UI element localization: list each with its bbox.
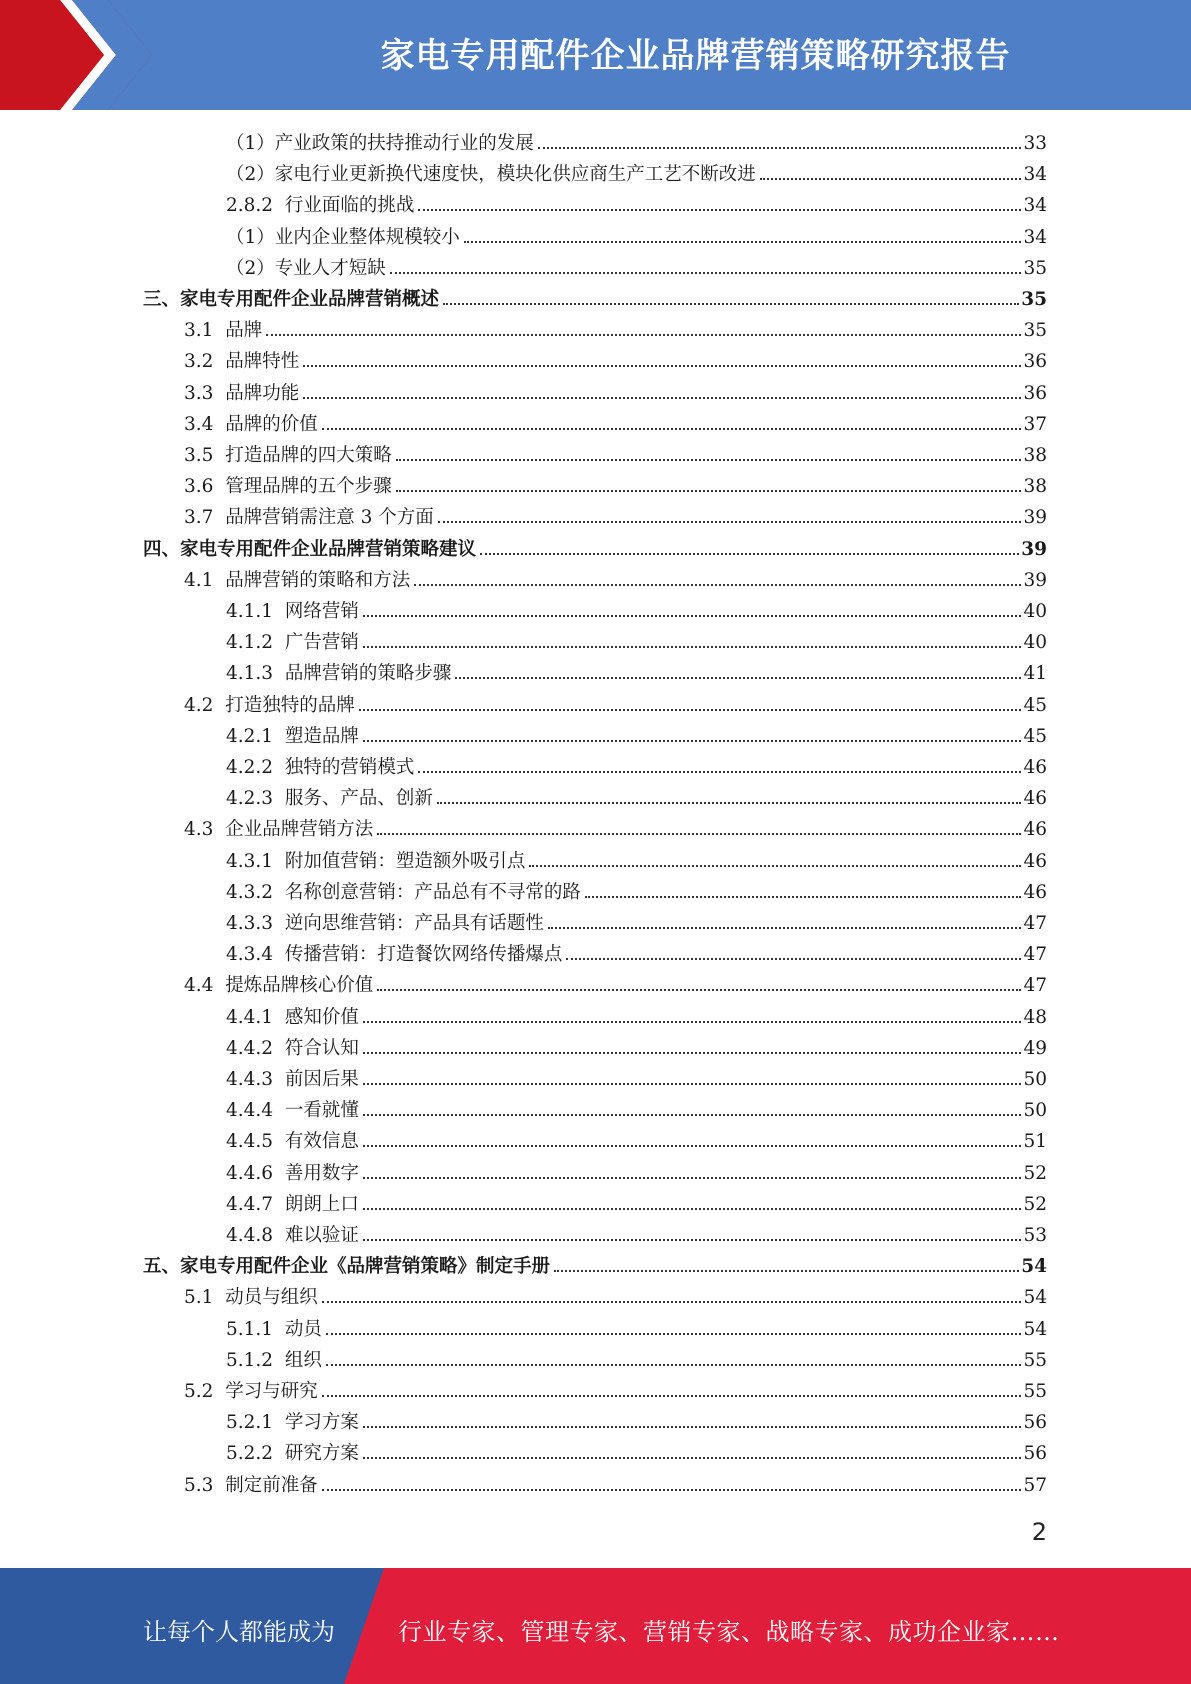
toc-dot-leader xyxy=(377,988,1021,991)
toc-entry[interactable] xyxy=(226,658,1047,689)
toc-dot-leader xyxy=(455,676,1021,679)
toc-dot-leader xyxy=(438,520,1022,523)
toc-entry[interactable] xyxy=(143,534,1047,565)
toc-entry[interactable] xyxy=(226,1064,1047,1095)
toc-dot-leader xyxy=(363,739,1022,742)
toc-entry-number: 4.4.1 xyxy=(226,1006,285,1028)
toc-entry-number: 4.3.3 xyxy=(226,913,285,934)
footer-slogan: 让每个人都能成为 xyxy=(143,1618,335,1646)
toc-entry-title: 品牌功能 xyxy=(225,382,300,404)
toc-entry-title: 业内企业整体规模较小 xyxy=(274,226,460,248)
toc-entry[interactable] xyxy=(184,1376,1047,1407)
toc-entry-number: 4.1 xyxy=(184,569,226,591)
toc-entry-title: 独特的营销模式 xyxy=(284,757,415,778)
toc-entry-page: 52 xyxy=(1023,1193,1047,1215)
toc-entry-title: 专业人才短缺 xyxy=(274,257,386,279)
toc-entry-page: 34 xyxy=(1023,164,1047,186)
toc-dot-leader xyxy=(326,1363,1022,1366)
toc-entry-number: 4.2.1 xyxy=(226,725,285,747)
toc-entry-title: 家电行业更新换代速度快，模块化供应商生产工艺不断改进 xyxy=(274,164,756,186)
toc-dot-leader xyxy=(303,364,1021,367)
toc-dot-leader xyxy=(322,1300,1022,1303)
toc-entry-number: （1） xyxy=(226,133,275,154)
toc-entry-number: 四、 xyxy=(143,538,181,560)
header-arrow-decoration xyxy=(0,0,170,110)
toc-entry[interactable] xyxy=(184,690,1047,721)
toc-entry[interactable] xyxy=(226,1314,1047,1345)
toc-entry[interactable] xyxy=(226,627,1047,658)
toc-entry-title: 传播营销：打造餐饮网络传播爆点 xyxy=(284,944,563,966)
toc-entry-page: 34 xyxy=(1023,195,1047,217)
toc-entry-number: 五、 xyxy=(143,1256,181,1278)
toc-entry-page: 50 xyxy=(1023,1100,1047,1122)
toc-entry-page: 35 xyxy=(1023,257,1047,279)
toc-entry[interactable] xyxy=(226,128,1047,159)
toc-entry-title: 品牌的价值 xyxy=(225,413,318,435)
toc-entry-page: 53 xyxy=(1023,1225,1047,1246)
toc-entry-page: 39 xyxy=(1023,569,1047,591)
page-number: 2 xyxy=(1031,1518,1047,1546)
toc-entry[interactable] xyxy=(226,1126,1047,1157)
toc-entry-page: 54 xyxy=(1023,1287,1047,1309)
toc-dot-leader xyxy=(548,926,1022,929)
toc-entry-title: 打造品牌的四大策略 xyxy=(225,445,392,466)
toc-entry-number: 3.7 xyxy=(184,507,226,529)
toc-entry-number: 4.2.3 xyxy=(226,788,285,810)
toc-entry-title: 广告营销 xyxy=(284,632,359,654)
toc-entry-title: 附加值营销：塑造额外吸引点 xyxy=(284,850,526,872)
toc-entry-page: 54 xyxy=(1021,1256,1047,1278)
toc-entry[interactable] xyxy=(226,253,1047,284)
toc-entry-number: 4.2 xyxy=(184,694,226,716)
toc-entry-page: 56 xyxy=(1023,1412,1047,1434)
toc-entry[interactable] xyxy=(184,346,1047,377)
toc-entry-title: 行业面临的挑战 xyxy=(284,195,415,217)
toc-entry-number: 3.3 xyxy=(184,382,226,404)
toc-entry-number: 4.2.2 xyxy=(226,757,285,778)
toc-entry[interactable] xyxy=(226,1189,1047,1220)
toc-entry-page: 40 xyxy=(1023,601,1047,622)
toc-entry[interactable] xyxy=(184,970,1047,1001)
toc-entry-page: 46 xyxy=(1023,850,1047,872)
toc-entry-title: 产业政策的扶持推动行业的发展 xyxy=(274,133,534,154)
toc-entry[interactable] xyxy=(184,409,1047,440)
toc-entry-page: 46 xyxy=(1023,881,1047,903)
toc-dot-leader xyxy=(554,1269,1019,1272)
toc-entry-number: 3.1 xyxy=(184,320,226,342)
toc-entry-title: 企业品牌营销方法 xyxy=(225,819,374,841)
toc-entry-title: 动员 xyxy=(284,1318,322,1340)
toc-dot-leader xyxy=(363,1082,1022,1085)
toc-entry-page: 45 xyxy=(1023,694,1047,716)
toc-entry-number: 3.6 xyxy=(184,476,226,498)
toc-entry-page: 36 xyxy=(1023,351,1047,373)
toc-entry-title: 前因后果 xyxy=(284,1069,359,1090)
toc-entry-page: 38 xyxy=(1023,476,1047,498)
toc-dot-leader xyxy=(443,302,1019,305)
toc-entry-number: 5.2.1 xyxy=(226,1412,285,1434)
toc-dot-leader xyxy=(390,271,1022,274)
toc-entry[interactable] xyxy=(184,471,1047,502)
toc-entry-title: 品牌营销的策略步骤 xyxy=(284,663,452,685)
toc-entry[interactable] xyxy=(226,877,1047,908)
toc-entry[interactable] xyxy=(143,284,1047,315)
toc-entry-page: 45 xyxy=(1023,725,1047,747)
toc-entry[interactable] xyxy=(143,1251,1047,1282)
toc-entry-title: 品牌营销需注意 3 个方面 xyxy=(225,507,434,529)
toc-entry-title: 品牌 xyxy=(225,320,263,342)
toc-dot-leader xyxy=(377,832,1021,835)
toc-entry-page: 57 xyxy=(1023,1474,1047,1496)
toc-entry-number: 3.5 xyxy=(184,445,226,466)
toc-entry-title: 有效信息 xyxy=(284,1131,359,1153)
toc-entry-title: 学习方案 xyxy=(284,1412,359,1434)
toc-entry-number: 5.1 xyxy=(184,1287,226,1309)
toc-dot-leader xyxy=(538,146,1022,149)
toc-entry-page: 38 xyxy=(1023,445,1047,466)
report-title: 家电专用配件企业品牌营销策略研究报告 xyxy=(380,36,1011,76)
toc-dot-leader xyxy=(363,1176,1022,1179)
report-header xyxy=(0,0,1191,110)
toc-entry[interactable] xyxy=(226,1095,1047,1126)
toc-entry-number: 3.4 xyxy=(184,413,226,435)
toc-entry-number: 4.4.2 xyxy=(226,1037,285,1059)
toc-entry-page: 37 xyxy=(1023,413,1047,435)
toc-dot-leader xyxy=(363,1051,1022,1054)
toc-dot-leader xyxy=(566,957,1021,960)
toc-entry-title: 感知价值 xyxy=(284,1006,359,1028)
toc-entry-number: 4.1.2 xyxy=(226,632,285,654)
toc-dot-leader xyxy=(266,333,1021,336)
toc-entry[interactable] xyxy=(226,190,1047,221)
toc-entry-page: 46 xyxy=(1023,757,1047,778)
toc-entry-page: 47 xyxy=(1023,944,1047,966)
toc-entry-page: 49 xyxy=(1023,1037,1047,1059)
toc-entry-number: 5.2 xyxy=(184,1381,226,1402)
toc-entry[interactable] xyxy=(226,939,1047,970)
toc-dot-leader xyxy=(529,864,1021,867)
toc-dot-leader xyxy=(326,1332,1022,1335)
toc-entry-page: 47 xyxy=(1023,975,1047,997)
toc-dot-leader xyxy=(322,1394,1022,1397)
toc-entry-title: 提炼品牌核心价值 xyxy=(225,975,374,997)
toc-dot-leader xyxy=(363,614,1022,617)
toc-entry-title: 服务、产品、创新 xyxy=(284,788,433,810)
toc-entry[interactable] xyxy=(226,908,1047,939)
toc-entry[interactable] xyxy=(184,378,1047,409)
toc-entry-number: 5.1.1 xyxy=(226,1318,285,1340)
toc-entry-title: 打造独特的品牌 xyxy=(225,694,355,716)
toc-entry-title: 逆向思维营销：产品具有话题性 xyxy=(284,913,544,934)
toc-dot-leader xyxy=(418,208,1021,211)
toc-entry-number: 3.2 xyxy=(184,351,226,373)
page-footer xyxy=(0,1568,1191,1684)
toc-entry-page: 35 xyxy=(1023,320,1047,342)
toc-dot-leader xyxy=(303,396,1021,399)
toc-entry-title: 善用数字 xyxy=(284,1162,359,1184)
toc-dot-leader xyxy=(464,240,1022,243)
toc-dot-leader xyxy=(363,1020,1022,1023)
toc-dot-leader xyxy=(363,1144,1022,1147)
toc-entry[interactable] xyxy=(226,159,1047,190)
toc-entry-page: 55 xyxy=(1023,1349,1047,1371)
toc-entry[interactable] xyxy=(226,1438,1047,1469)
toc-entry[interactable] xyxy=(226,1220,1047,1251)
toc-entry[interactable] xyxy=(226,721,1047,752)
toc-entry-number: 2.8.2 xyxy=(226,195,285,217)
toc-dot-leader xyxy=(359,708,1022,711)
toc-entry-title: 品牌营销的策略和方法 xyxy=(225,569,411,591)
toc-entry-title: 组织 xyxy=(284,1349,322,1371)
toc-entry[interactable] xyxy=(184,565,1047,596)
toc-entry[interactable] xyxy=(184,440,1047,471)
toc-entry-title: 动员与组织 xyxy=(225,1287,318,1309)
toc-entry-number: （2） xyxy=(226,257,275,279)
toc-entry-number: 4.3.1 xyxy=(226,850,285,872)
toc-entry-number: 4.4.4 xyxy=(226,1100,285,1122)
toc-entry-title: 家电专用配件企业品牌营销策略建议 xyxy=(180,538,477,560)
toc-entry-page: 55 xyxy=(1023,1381,1047,1402)
toc-entry[interactable] xyxy=(184,1282,1047,1313)
toc-entry-title: 一看就懂 xyxy=(284,1100,359,1122)
toc-dot-leader xyxy=(414,583,1021,586)
toc-entry-page: 47 xyxy=(1023,913,1047,934)
toc-entry-number: 4.3.4 xyxy=(226,944,285,966)
toc-entry-number: 4.1.3 xyxy=(226,663,285,685)
toc-entry[interactable] xyxy=(184,315,1047,346)
toc-dot-leader xyxy=(585,895,1022,898)
toc-entry-number: （2） xyxy=(226,164,275,186)
toc-entry[interactable] xyxy=(226,1407,1047,1438)
toc-entry-title: 难以验证 xyxy=(284,1225,359,1246)
toc-entry[interactable] xyxy=(226,783,1047,814)
toc-entry-number: 4.4.6 xyxy=(226,1162,285,1184)
toc-entry-page: 39 xyxy=(1023,507,1047,529)
toc-dot-leader xyxy=(363,1207,1022,1210)
toc-dot-leader xyxy=(418,770,1021,773)
toc-entry-number: 5.2.2 xyxy=(226,1443,285,1465)
toc-dot-leader xyxy=(322,1488,1022,1491)
toc-entry-number: 4.4.8 xyxy=(226,1225,285,1246)
toc-entry-page: 46 xyxy=(1023,788,1047,810)
toc-entry-page: 54 xyxy=(1023,1318,1047,1340)
toc-entry-title: 制定前准备 xyxy=(225,1474,318,1496)
toc-entry-page: 50 xyxy=(1023,1069,1047,1090)
toc-dot-leader xyxy=(363,1238,1022,1241)
toc-entry[interactable] xyxy=(226,1345,1047,1376)
toc-entry-title: 学习与研究 xyxy=(225,1381,318,1402)
toc-entry-number: 4.3 xyxy=(184,819,226,841)
toc-entry[interactable] xyxy=(184,502,1047,533)
toc-dot-leader xyxy=(322,427,1022,430)
toc-entry-number: 4.4 xyxy=(184,975,226,997)
toc-entry-page: 40 xyxy=(1023,632,1047,654)
toc-dot-leader xyxy=(480,552,1019,555)
toc-entry-title: 符合认知 xyxy=(284,1037,359,1059)
toc-entry-page: 39 xyxy=(1021,538,1047,560)
toc-entry-number: 4.4.7 xyxy=(226,1193,285,1215)
toc-entry[interactable] xyxy=(226,752,1047,783)
toc-entry-page: 41 xyxy=(1023,663,1047,685)
footer-tagline: 行业专家、管理专家、营销专家、战略专家、成功企业家…… xyxy=(398,1618,1060,1646)
toc-entry-number: 5.3 xyxy=(184,1474,226,1496)
toc-entry-page: 46 xyxy=(1023,819,1047,841)
toc-dot-leader xyxy=(363,645,1022,648)
toc-entry-title: 家电专用配件企业品牌营销概述 xyxy=(180,289,440,310)
toc-entry-title: 家电专用配件企业《品牌营销策略》制定手册 xyxy=(180,1256,551,1278)
toc-entry-page: 33 xyxy=(1023,133,1047,154)
toc-entry-number: 4.3.2 xyxy=(226,881,285,903)
toc-entry-page: 51 xyxy=(1023,1131,1047,1153)
toc-dot-leader xyxy=(396,489,1022,492)
toc-entry[interactable] xyxy=(226,1158,1047,1189)
toc-entry-page: 56 xyxy=(1023,1443,1047,1465)
toc-entry-title: 品牌特性 xyxy=(225,351,300,373)
toc-entry-page: 34 xyxy=(1023,226,1047,248)
toc-entry-number: 4.4.3 xyxy=(226,1069,285,1090)
toc-dot-leader xyxy=(396,458,1022,461)
toc-entry[interactable] xyxy=(184,814,1047,845)
toc-entry-number: 4.1.1 xyxy=(226,601,285,622)
toc-entry-title: 朗朗上口 xyxy=(284,1193,359,1215)
toc-dot-leader xyxy=(363,1113,1022,1116)
toc-entry-page: 35 xyxy=(1021,289,1047,310)
toc-entry-number: （1） xyxy=(226,226,275,248)
toc-entry-title: 研究方案 xyxy=(284,1443,359,1465)
toc-entry-title: 管理品牌的五个步骤 xyxy=(225,476,392,498)
toc-dot-leader xyxy=(760,177,1022,180)
toc-entry-title: 塑造品牌 xyxy=(284,725,359,747)
toc-entry-number: 5.1.2 xyxy=(226,1349,285,1371)
toc-entry-page: 52 xyxy=(1023,1162,1047,1184)
toc-entry-title: 名称创意营销：产品总有不寻常的路 xyxy=(284,881,581,903)
toc-entry[interactable] xyxy=(226,596,1047,627)
toc-dot-leader xyxy=(363,1425,1022,1428)
toc-entry-number: 4.4.5 xyxy=(226,1131,285,1153)
toc-entry-number: 三、 xyxy=(143,289,181,310)
toc-entry[interactable] xyxy=(184,1470,1047,1501)
toc-entry-page: 36 xyxy=(1023,382,1047,404)
toc-dot-leader xyxy=(363,1456,1022,1459)
toc-entry-title: 网络营销 xyxy=(284,601,359,622)
toc-entry[interactable] xyxy=(226,846,1047,877)
toc-entry[interactable] xyxy=(226,1002,1047,1033)
toc-entry-page: 48 xyxy=(1023,1006,1047,1028)
toc-entry[interactable] xyxy=(226,1033,1047,1064)
toc-dot-leader xyxy=(437,801,1022,804)
toc-entry[interactable] xyxy=(226,222,1047,253)
